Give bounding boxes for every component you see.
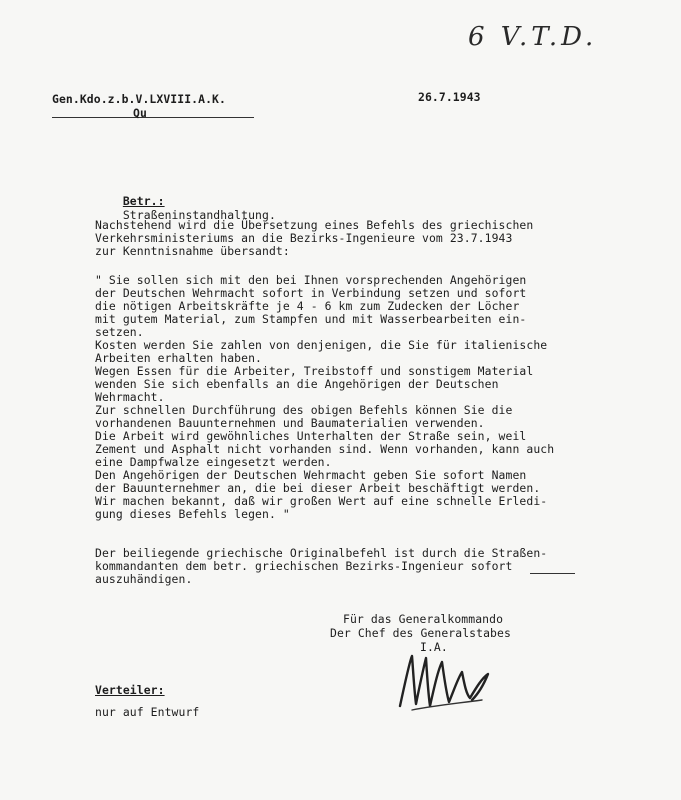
closing-line: kommandanten dem betr. griechischen Bezirks-Ingenieur sofort [95, 559, 513, 573]
distribution-label: Verteiler: [95, 683, 165, 697]
subject-label: Betr.: [122, 194, 165, 208]
quote-line: Wegen Essen für die Arbeiter, Treibstoff und sonstigem Material [95, 364, 534, 378]
quote-line: Die Arbeit wird gewöhnliches Unterhalten der Straße sein, weil [95, 429, 527, 443]
quote-line: der Deutschen Wehrmacht sofort in Verbindung setzen und sofort [95, 286, 527, 300]
quote-line: Den Angehörigen der Deutschen Wehrmacht geben Sie sofort Namen [95, 468, 527, 482]
quote-line: Zement und Asphalt nicht vorhanden sind. Wenn vorhanden, kann auch [95, 442, 555, 456]
quote-line: Arbeiten erhalten haben. [95, 351, 262, 365]
quote-line: Kosten werden Sie zahlen von denjenigen, die Sie für italienische [95, 338, 548, 352]
distribution-text: nur auf Entwurf [95, 705, 200, 719]
quote-line: der Bauunternehmer an, die bei dieser Arbeit beschäftigt werden. [95, 481, 541, 495]
quote-line: vorhandenen Bauunternehmen und Baumaterialien verwenden. [95, 416, 485, 430]
intro-line: Verkehrsministeriums an die Bezirks-Ingenieure vom 23.7.1943 [95, 231, 513, 245]
quote-line: die nötigen Arbeitskräfte je 4 - 6 km zum Zudecken der Löcher [95, 299, 520, 313]
handwritten-reference: 6 V.T.D. [468, 22, 598, 52]
signature-line-3: I.A. [420, 640, 448, 654]
quote-line: Wir machen bekannt, daß wir großen Wert auf eine schnelle Erledi- [95, 494, 548, 508]
quote-line: wenden Sie sich ebenfalls an die Angehörigen der Deutschen [95, 377, 499, 391]
sender-underline [52, 117, 254, 118]
document-date: 26.7.1943 [418, 90, 481, 104]
intro-line: Nachstehend wird die Übersetzung eines Befehls des griechischen [95, 218, 534, 232]
intro-line: zur Kenntnisnahme übersandt: [95, 244, 290, 258]
quote-line: Wehrmacht. [95, 390, 165, 404]
quote-line: eine Dampfwalze eingesetzt werden. [95, 455, 332, 469]
sofort-underline [530, 573, 575, 574]
closing-line: Der beiliegende griechische Originalbefehl ist durch die Straßen- [95, 546, 548, 560]
quote-line: gung dieses Befehls legen. " [95, 507, 290, 521]
handwritten-signature [392, 648, 502, 714]
signature-line-1: Für das Generalkommando [343, 612, 504, 626]
quote-line: setzen. [95, 325, 144, 339]
sender-code: Qu [133, 106, 147, 120]
signature-line-2: Der Chef des Generalstabes [330, 626, 511, 640]
closing-line: auszuhändigen. [95, 572, 193, 586]
sender-line: Gen.Kdo.z.b.V.LXVIII.A.K. [52, 92, 226, 106]
quote-line: Zur schnellen Durchführung des obigen Befehls können Sie die [95, 403, 513, 417]
quote-line: " Sie sollen sich mit den bei Ihnen vorsprechenden Angehörigen [95, 273, 527, 287]
quote-line: mit gutem Material, zum Stampfen und mit Wasserbearbeiten ein- [95, 312, 527, 326]
subject-text: Straßeninstandhaltung. [122, 208, 276, 222]
